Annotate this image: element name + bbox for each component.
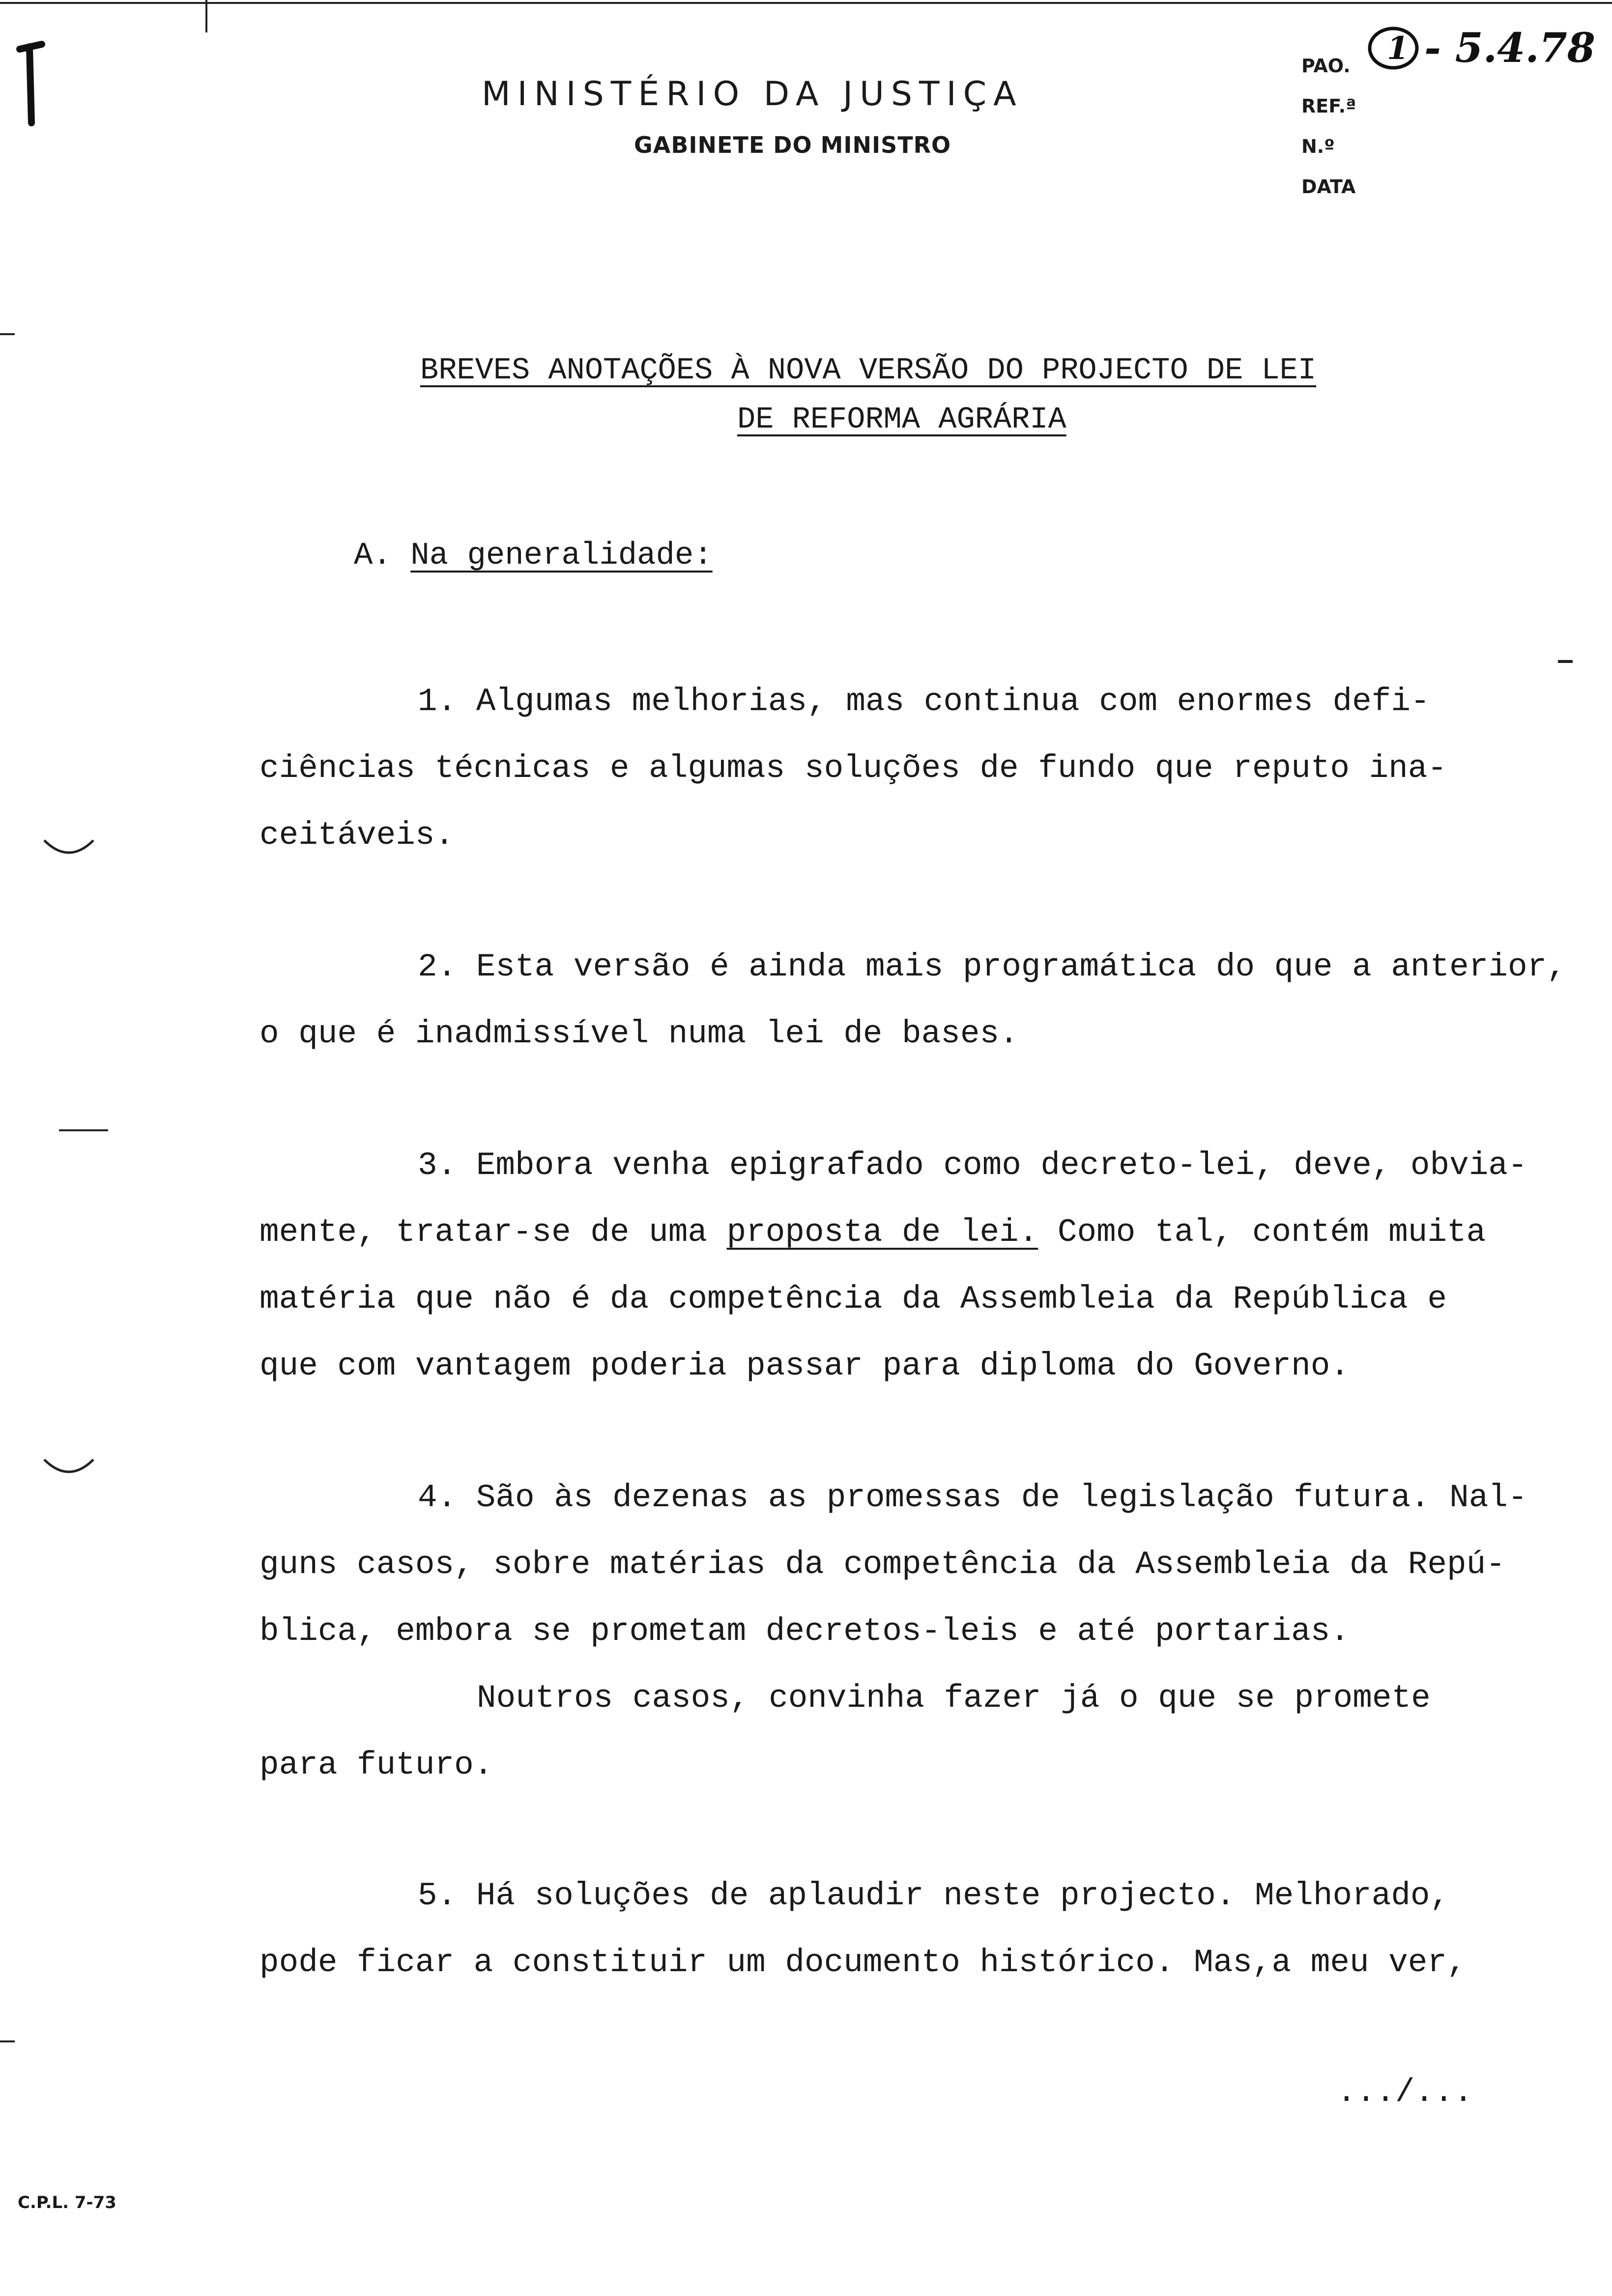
ministry-name: MINISTÉRIO DA JUSTIÇA <box>482 75 1023 114</box>
top-rule <box>0 2 1612 4</box>
punch-hole-icon <box>39 835 98 865</box>
handwritten-date: - 5.4.78 <box>1424 25 1595 72</box>
paragraph-4-line: Noutros casos, convinha fazer já o que se promete <box>477 1680 1431 1717</box>
document-title-line2: DE REFORMA AGRÁRIA <box>737 402 1066 437</box>
svg-text:1: 1 <box>1387 30 1409 67</box>
cabinet-name: GABINETE DO MINISTRO <box>634 132 951 158</box>
section-prefix: A. <box>354 538 392 574</box>
paragraph-4-line: 4. São às dezenas as promessas de legislação futura. Nal- <box>418 1479 1527 1516</box>
paragraph-3-text: mente, tratar-se de uma <box>259 1214 727 1251</box>
meta-label-pao: PAO. <box>1301 55 1351 77</box>
paragraph-3-line: 3. Embora venha epigrafado como decreto-lei, deve, obvia- <box>418 1147 1527 1184</box>
section-title: Na generalidade: <box>410 538 713 574</box>
paragraph-4-line: para futuro. <box>259 1747 493 1783</box>
section-heading <box>354 538 713 574</box>
paragraph-1-line: 1. Algumas melhorias, mas continua com enormes defi- <box>418 683 1430 720</box>
punch-hole-icon <box>39 1455 98 1484</box>
top-tick <box>205 0 207 32</box>
margin-tick <box>1558 660 1573 663</box>
paragraph-2-line: 2. Esta versão é ainda mais programática do que a anterior, <box>418 948 1566 985</box>
margin-tick <box>0 333 15 335</box>
paragraph-5-line: 5. Há soluções de aplaudir neste projecto. Melhorado, <box>418 1877 1450 1914</box>
margin-tick <box>0 2040 15 2042</box>
margin-tick <box>59 1129 108 1131</box>
paragraph-3-line <box>259 1214 1486 1251</box>
paragraph-1-line: ciências técnicas e algumas soluções de fundo que reputo ina- <box>259 750 1447 787</box>
paragraph-1-line: ceitáveis. <box>259 817 455 854</box>
paragraph-3-text: Como tal, contém muita <box>1038 1214 1486 1251</box>
paragraph-5-line: pode ficar a constituir um documento histórico. Mas,a meu ver, <box>259 1944 1467 1981</box>
handwritten-reference <box>1366 20 1602 74</box>
binding-mark-icon <box>15 34 49 133</box>
meta-label-date: DATA <box>1301 176 1356 198</box>
circled-number-icon <box>1366 24 1420 73</box>
paragraph-4-line: guns casos, sobre matérias da competência da Assembleia da Repú- <box>259 1546 1505 1583</box>
paragraph-2-line: o que é inadmissível numa lei de bases. <box>259 1015 1019 1052</box>
form-code: C.P.L. 7-73 <box>18 2193 116 2212</box>
paragraph-3-line: matéria que não é da competência da Assembleia da República e <box>259 1281 1447 1318</box>
meta-label-ref: REF.ª <box>1301 95 1356 117</box>
paragraph-4-line: blica, embora se prometam decretos-leis e até portarias. <box>259 1613 1350 1650</box>
document-title-line1: BREVES ANOTAÇÕES À NOVA VERSÃO DO PROJECTO DE LEI <box>420 353 1317 388</box>
paragraph-3-line: que com vantagem poderia passar para diploma do Governo. <box>259 1348 1350 1384</box>
meta-label-number: N.º <box>1301 136 1335 157</box>
continuation-mark: .../... <box>1337 2074 1473 2111</box>
underlined-phrase: proposta de lei. <box>726 1214 1038 1251</box>
